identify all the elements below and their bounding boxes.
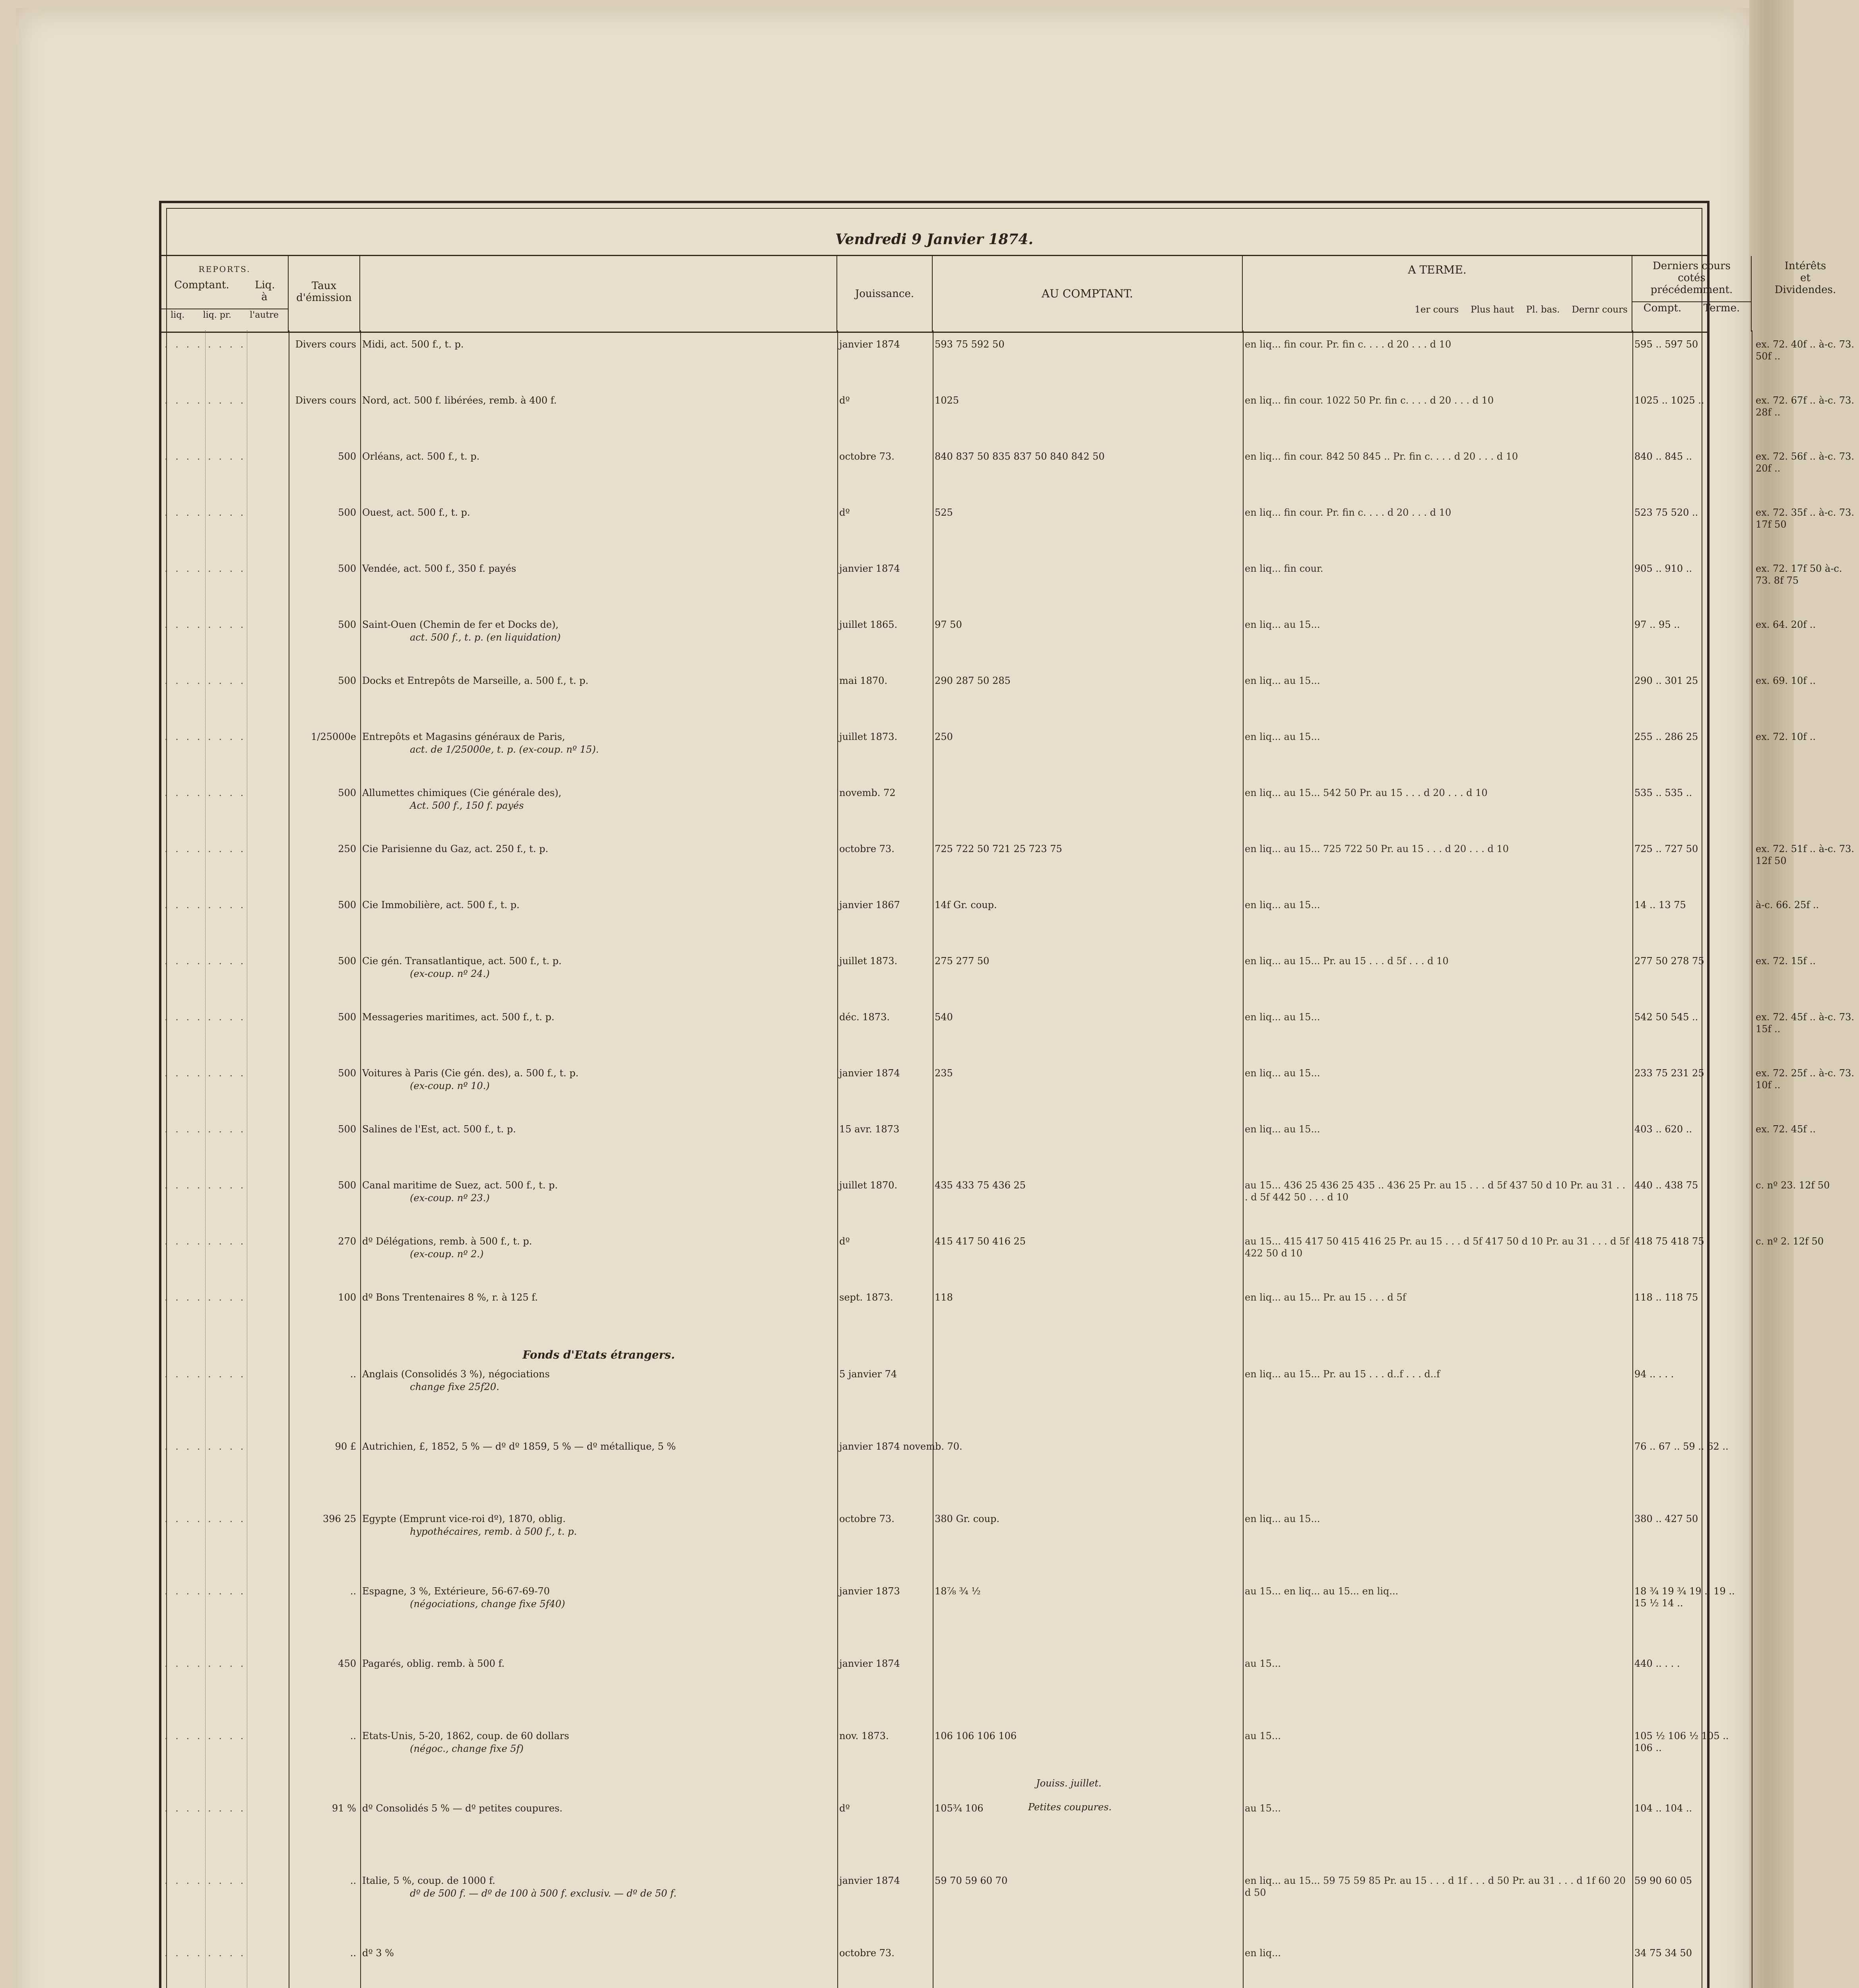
reports-cell: . . . . . . . . [165, 1369, 246, 1380]
terme-cell: au 15... 415 417 50 415 416 25 Pr. au 15 . . . d 5f 417 50 d 10 Pr. au 31 . . . d 5f 422 50 d 10 [1245, 1236, 1629, 1259]
sub-autre: l'autre [250, 310, 279, 320]
security-subtitle: hypothécaires, remb. à 500 f., t. p. [410, 1526, 577, 1537]
taux-cell: 500 [338, 619, 356, 630]
security-name: Egypte (Emprunt vice-roi dº), 1870, oblig. [362, 1513, 566, 1524]
security-subtitle: change fixe 25f20. [410, 1381, 499, 1392]
derniers-cours-cell: 34 75 34 50 [1634, 1947, 1692, 1959]
et-label: et [1800, 272, 1810, 284]
name-header [360, 256, 837, 332]
reports-cell: . . . . . . . . [165, 1124, 246, 1135]
reports-cell: . . . . . . . . [165, 1292, 246, 1303]
security-subtitle: (négociations, change fixe 5f40) [410, 1598, 565, 1609]
taux-label: Taux [311, 280, 337, 292]
jouissance-cell: octobre 73. [839, 1947, 895, 1959]
security-name: Salines de l'Est, act. 500 f., t. p. [362, 1124, 516, 1135]
taux-cell: 91 % [332, 1803, 356, 1814]
table-row [161, 1730, 1729, 1774]
a-subheader: à [261, 291, 268, 303]
reports-title: REPORTS. [198, 264, 251, 274]
security-subtitle: (négoc., change fixe 5f) [410, 1743, 524, 1754]
terme-cell: au 15... [1245, 1803, 1281, 1814]
terme-cell: en liq... au 15... Pr. au 15 . . . d..f . . . d..f [1245, 1369, 1440, 1380]
premier-cours-label: 1er cours [1415, 305, 1459, 315]
jouissance-cell: janvier 1867 [839, 899, 900, 911]
terme-cell: au 15... en liq... au 15... en liq... [1245, 1586, 1399, 1597]
comptant-cell: 14f Gr. coup. [935, 899, 997, 911]
table-row [161, 1368, 1707, 1412]
comptant-cell: 250 [935, 731, 953, 742]
jouissance-cell: sept. 1873. [839, 1292, 893, 1303]
reports-cell: . . . . . . . . [165, 787, 246, 798]
comptant-header [933, 256, 1243, 332]
interets-cell: ex. 72. 15f .. [1756, 955, 1816, 967]
security-name: Voitures à Paris (Cie gén. des), a. 500 f., t. p. [362, 1068, 579, 1079]
taux-header [289, 256, 360, 332]
reports-cell: . . . . . . . . [165, 1730, 246, 1741]
taux-cell: .. [350, 1875, 356, 1886]
reports-header [161, 256, 289, 332]
comptant-cell: 435 433 75 436 25 [935, 1180, 1026, 1191]
liq-subheader: Liq. [255, 279, 275, 291]
terme-cell: en liq... au 15... [1245, 1068, 1320, 1079]
security-name: Cie gén. Transatlantique, act. 500 f., t. p. [362, 955, 562, 967]
reports-cell: . . . . . . . . [165, 619, 246, 630]
taux-cell: 500 [338, 1068, 356, 1079]
interets-cell: ex. 72. 35f .. à-c. 73. 17f 50 [1756, 507, 1855, 530]
reports-cell: . . . . . . . . [165, 1011, 246, 1023]
taux-cell: Divers cours [295, 339, 356, 350]
reports-cell: . . . . . . . . [165, 339, 246, 350]
derniers-cours-label: Derniers cours [1653, 260, 1731, 272]
table-row [161, 675, 1816, 718]
comptant-cell: 18⅞ ¾ ½ [935, 1586, 981, 1597]
table-row [161, 563, 1842, 606]
derniers-cours-cell: 840 .. 845 .. [1634, 451, 1692, 462]
terme-cell: en liq... au 15... 725 722 50 Pr. au 15 . . . d 20 . . . d 10 [1245, 843, 1509, 854]
taux-cell: 500 [338, 507, 356, 518]
dividendes-label: Dividendes. [1774, 284, 1836, 296]
derniers-cours-cell: 76 .. 67 .. 59 .. 62 .. [1634, 1441, 1729, 1452]
comptant-cell: 540 [935, 1011, 953, 1023]
pl-bas-label: Pl. bas. [1526, 305, 1560, 315]
terme-cell: en liq... fin cour. Pr. fin c. . . . d 20 . . . d 10 [1245, 339, 1451, 350]
comptant-cell: 97 50 [935, 619, 962, 630]
taux-cell: .. [350, 1369, 356, 1380]
terme-cell: au 15... [1245, 1658, 1281, 1669]
jouissance-cell: janvier 1874 [839, 339, 900, 350]
jouissance-cell: juillet 1873. [839, 955, 898, 967]
jouissance-cell: janvier 1874 [839, 1658, 900, 1669]
table-row [161, 450, 1855, 494]
table-row [161, 1123, 1816, 1167]
jouissance-cell: dº [839, 395, 850, 406]
au-comptant-label: AU COMPTANT. [1042, 287, 1133, 300]
jouissance-cell: juillet 1870. [839, 1180, 898, 1191]
plus-haut-label: Plus haut [1471, 305, 1514, 315]
security-name: dº Délégations, remb. à 500 f., t. p. [362, 1236, 532, 1247]
table-row [161, 1441, 1729, 1484]
terme-label: Terme. [1703, 302, 1740, 314]
security-name: Cie Immobilière, act. 500 f., t. p. [362, 899, 520, 911]
a-terme-label: A TERME. [1408, 263, 1467, 276]
derniers-cours-cell: 403 .. 620 .. [1634, 1124, 1692, 1135]
comptant-cell: 525 [935, 507, 953, 518]
jouissance-cell: janvier 1874 [839, 1875, 900, 1886]
section-fonds-etrangers: Fonds d'Etats étrangers. [522, 1348, 675, 1361]
security-name: Saint-Ouen (Chemin de fer et Docks de), [362, 619, 559, 630]
security-name: Pagarés, oblig. remb. à 500 f. [362, 1658, 505, 1669]
table-row [161, 1585, 1735, 1629]
table-row [161, 899, 1819, 943]
comptant-cell: 725 722 50 721 25 723 75 [935, 843, 1062, 854]
derniers-cours-cell: 255 .. 286 25 [1634, 731, 1698, 742]
derniers-cours-cell: 542 50 545 .. [1634, 1011, 1698, 1023]
comptant-cell: 59 70 59 60 70 [935, 1875, 1008, 1886]
reports-cell: . . . . . . . . [165, 507, 246, 518]
stock-table [159, 201, 1855, 1988]
interets-cell: ex. 72. 17f 50 à-c. 73. 8f 75 [1756, 563, 1842, 586]
reports-cell: . . . . . . . . [165, 563, 246, 574]
security-subtitle: dº de 500 f. — dº de 100 à 500 f. exclusiv. — dº de 50 f. [410, 1888, 677, 1899]
interets-cell: ex. 72. 40f .. à-c. 73. 50f .. [1756, 339, 1855, 362]
date-line: Vendredi 9 Janvier 1874. [835, 231, 1033, 248]
taux-cell: 1/25000e [311, 731, 356, 742]
sub-liq: liq. [171, 310, 185, 320]
table-row [161, 619, 1816, 662]
comptant-cell: 593 75 592 50 [935, 339, 1005, 350]
security-subtitle: (ex-coup. nº 10.) [410, 1080, 490, 1091]
security-name: dº 3 % [362, 1947, 394, 1959]
security-name: Autrichien, £, 1852, 5 % — dº dº 1859, 5 % — dº métallique, 5 % [362, 1441, 676, 1452]
taux-cell: 270 [338, 1236, 356, 1247]
reports-cell: . . . . . . . . [165, 1658, 246, 1669]
comptant-subheader: Comptant. [174, 279, 229, 291]
derniers-cours-cell: 105 ½ 106 ½ 105 .. 106 .. [1634, 1730, 1729, 1753]
sub-liq-pr: liq. pr. [203, 310, 231, 320]
jouissance-cell: janvier 1873 [839, 1586, 900, 1597]
comptant-cell: 840 837 50 835 837 50 840 842 50 [935, 451, 1105, 462]
terme-cell: en liq... au 15... [1245, 731, 1320, 742]
derniers-cours-cell: 418 75 418 75 [1634, 1236, 1704, 1247]
taux-cell: 500 [338, 955, 356, 967]
security-subtitle: act. de 1/25000e, t. p. (ex-coup. nº 15). [410, 744, 599, 755]
security-name: Espagne, 3 %, Extérieure, 56-67-69-70 [362, 1586, 550, 1597]
table-row [161, 787, 1707, 831]
table-row [161, 1011, 1855, 1055]
security-subtitle: act. 500 f., t. p. (en liquidation) [410, 632, 561, 643]
derniers-cours-cell: 905 .. 910 .. [1634, 563, 1692, 574]
derniers-cours-cell: 59 90 60 05 [1634, 1875, 1692, 1886]
reports-cell: . . . . . . . . [165, 1068, 246, 1079]
table-row [161, 338, 1855, 382]
security-name: Ouest, act. 500 f., t. p. [362, 507, 470, 518]
jouissance-cell: nov. 1873. [839, 1730, 889, 1741]
table-row [161, 1235, 1824, 1279]
comptant-cell: 235 [935, 1068, 953, 1079]
table-row [161, 394, 1855, 438]
reports-cell: . . . . . . . . [165, 955, 246, 967]
precedemment-label: précédemment. [1650, 284, 1733, 296]
table-row [161, 1291, 1707, 1335]
table-row [161, 1875, 1707, 1918]
derniers-cours-cell: 380 .. 427 50 [1634, 1513, 1698, 1524]
derniers-cours-cell: 725 .. 727 50 [1634, 843, 1698, 854]
derniers-cours-cell: 94 .. . . . [1634, 1369, 1674, 1380]
interets-cell: ex. 72. 67f .. à-c. 73. 28f .. [1756, 395, 1855, 418]
terme-cell: en liq... [1245, 1947, 1281, 1959]
interets-cell: ex. 64. 20f .. [1756, 619, 1816, 630]
security-name: Nord, act. 500 f. libérées, remb. à 400 f. [362, 395, 557, 406]
interets-cell: c. nº 2. 12f 50 [1756, 1236, 1824, 1247]
taux-cell: 450 [338, 1658, 356, 1669]
security-name: Vendée, act. 500 f., 350 f. payés [362, 563, 516, 574]
security-name: Midi, act. 500 f., t. p. [362, 339, 464, 350]
derniers-cours-cell: 233 75 231 25 [1634, 1068, 1704, 1079]
taux-cell: .. [350, 1730, 356, 1741]
taux-cell: 500 [338, 675, 356, 686]
terme-cell: au 15... 436 25 436 25 435 .. 436 25 Pr. au 15 . . . d 5f 437 50 d 10 Pr. au 31 . . . d 5f 442 50 . . . d 10 [1245, 1180, 1626, 1203]
security-name: Messageries maritimes, act. 500 f., t. p. [362, 1011, 555, 1023]
table-row [161, 1179, 1830, 1223]
security-subtitle: (ex-coup. nº 2.) [410, 1248, 484, 1260]
dernier-cours-label: Dernr cours [1572, 305, 1628, 315]
reports-cell: . . . . . . . . [165, 1236, 246, 1247]
derniers-cours-cell: 97 .. 95 .. [1634, 619, 1680, 630]
comptant-cell: 1025 [935, 395, 959, 406]
interets-cell: à-c. 66. 25f .. [1756, 899, 1819, 911]
note-petites-coupures: Petites coupures. [1028, 1802, 1112, 1813]
jouissance-cell: 5 janvier 74 [839, 1369, 897, 1380]
security-name: Allumettes chimiques (Cie générale des), [362, 787, 562, 798]
reports-cell: . . . . . . . . [165, 899, 246, 911]
derniers-cours-cell: 1025 .. 1025 .. [1634, 395, 1704, 406]
terme-cell: en liq... au 15... [1245, 675, 1320, 686]
comptant-cell: 290 287 50 285 [935, 675, 1011, 686]
terme-cell: en liq... fin cour. 1022 50 Pr. fin c. . . . d 20 . . . d 10 [1245, 395, 1494, 406]
security-name: dº Consolidés 5 % — dº petites coupures. [362, 1803, 563, 1814]
emission-label: d'émission [296, 292, 352, 304]
security-name: dº Bons Trentenaires 8 %, r. à 125 f. [362, 1292, 538, 1303]
terme-cell: en liq... au 15... [1245, 1513, 1320, 1524]
interets-cell: ex. 72. 45f .. [1756, 1124, 1816, 1135]
security-name: Anglais (Consolidés 3 %), négociations [362, 1369, 550, 1380]
jouissance-cell: octobre 73. [839, 1513, 895, 1524]
terme-cell: en liq... au 15... Pr. au 15 . . . d 5f [1245, 1292, 1406, 1303]
jouissance-cell: janvier 1874 [839, 563, 900, 574]
table-row [161, 731, 1816, 775]
taux-cell: 500 [338, 899, 356, 911]
terme-header [1243, 256, 1632, 332]
security-name: Orléans, act. 500 f., t. p. [362, 451, 480, 462]
security-name: Italie, 5 %, coup. de 1000 f. [362, 1875, 495, 1886]
security-name: Etats-Unis, 5-20, 1862, coup. de 60 dollars [362, 1730, 569, 1741]
jouissance-label: Jouissance. [855, 288, 914, 300]
comptant-cell: 380 Gr. coup. [935, 1513, 1000, 1524]
taux-cell: 90 £ [335, 1441, 356, 1452]
taux-cell: 500 [338, 563, 356, 574]
cotes-label: cotés [1678, 272, 1706, 284]
taux-cell: .. [350, 1586, 356, 1597]
terme-cell: en liq... au 15... [1245, 899, 1320, 911]
derniers-cours-cell: 535 .. 535 .. [1634, 787, 1692, 798]
jouissance-cell: 15 avr. 1873 [839, 1124, 900, 1135]
interets-cell: ex. 72. 56f .. à-c. 73. 20f .. [1756, 451, 1855, 474]
interets-cell: ex. 72. 45f .. à-c. 73. 15f .. [1756, 1011, 1855, 1035]
comptant-cell: 415 417 50 416 25 [935, 1236, 1026, 1247]
jouissance-cell: déc. 1873. [839, 1011, 890, 1023]
compt-label: Compt. [1643, 302, 1682, 314]
terme-cell: en liq... au 15... 59 75 59 85 Pr. au 15 . . . d 1f . . . d 50 Pr. au 31 . . . d 1f 60 20 d 50 [1245, 1875, 1626, 1898]
taux-cell: 500 [338, 1011, 356, 1023]
jouissance-cell: dº [839, 1236, 850, 1247]
table-row [161, 507, 1855, 550]
taux-cell: Divers cours [295, 395, 356, 406]
terme-cell: au 15... [1245, 1730, 1281, 1741]
derniers-cours-header [1632, 256, 1752, 332]
reports-cell: . . . . . . . . [165, 1180, 246, 1191]
reports-cell: . . . . . . . . [165, 1513, 246, 1524]
jouissance-cell: janvier 1874 [839, 1068, 900, 1079]
taux-cell: 500 [338, 451, 356, 462]
interets-cell: ex. 72. 25f .. à-c. 73. 10f .. [1756, 1068, 1855, 1091]
reports-cell: . . . . . . . . [165, 843, 246, 854]
table-row [161, 843, 1855, 887]
taux-cell: 396 25 [323, 1513, 356, 1524]
security-subtitle: (ex-coup. nº 23.) [410, 1192, 490, 1204]
reports-cell: . . . . . . . . [165, 675, 246, 686]
security-name: Docks et Entrepôts de Marseille, a. 500 f., t. p. [362, 675, 589, 686]
table-row [161, 1658, 1707, 1701]
derniers-cours-cell: 104 .. 104 .. [1634, 1803, 1692, 1814]
comptant-cell: 118 [935, 1292, 953, 1303]
derniers-cours-cell: 523 75 520 .. [1634, 507, 1698, 518]
terme-cell: en liq... au 15... [1245, 1011, 1320, 1023]
jouissance-cell: dº [839, 507, 850, 518]
terme-cell: en liq... au 15... Pr. au 15 . . . d 5f . . . d 10 [1245, 955, 1449, 967]
jouissance-cell: janvier 1874 novemb. 70. [839, 1441, 962, 1452]
interets-cell: ex. 72. 51f .. à-c. 73. 12f 50 [1756, 843, 1855, 866]
interets-cell: c. nº 23. 12f 50 [1756, 1180, 1830, 1191]
note-jouis-juillet: Jouiss. juillet. [1036, 1778, 1102, 1789]
derniers-cours-cell: 595 .. 597 50 [1634, 339, 1698, 350]
interets-label: Intérêts [1784, 260, 1826, 272]
jouissance-cell: octobre 73. [839, 451, 895, 462]
table-row [161, 955, 1816, 999]
taux-cell: 100 [338, 1292, 356, 1303]
derniers-cours-cell: 277 50 278 75 [1634, 955, 1704, 967]
reports-cell: . . . . . . . . [165, 395, 246, 406]
reports-cell: . . . . . . . . [165, 1875, 246, 1886]
jouissance-cell: dº [839, 1803, 850, 1814]
jouissance-cell: juillet 1873. [839, 731, 898, 742]
terme-cell: en liq... fin cour. 842 50 845 .. Pr. fin c. . . . d 20 . . . d 10 [1245, 451, 1518, 462]
jouissance-header [837, 256, 933, 332]
table-row [161, 1802, 1707, 1846]
taux-cell: 500 [338, 787, 356, 798]
security-name: Cie Parisienne du Gaz, act. 250 f., t. p. [362, 843, 549, 854]
derniers-cours-cell: 18 ¾ 19 ¾ 19 .. 19 .. 15 ½ 14 .. [1634, 1586, 1735, 1609]
table-header [161, 255, 1836, 333]
derniers-cours-cell: 290 .. 301 25 [1634, 675, 1698, 686]
jouissance-cell: novemb. 72 [839, 787, 896, 798]
reports-cell: . . . . . . . . [165, 1803, 246, 1814]
reports-cell: . . . . . . . . [165, 731, 246, 742]
terme-cell: en liq... au 15... [1245, 619, 1320, 630]
security-subtitle: Act. 500 f., 150 f. payés [410, 800, 524, 811]
interets-header [1752, 256, 1859, 332]
terme-cell: en liq... fin cour. [1245, 563, 1323, 574]
comptant-cell: 105¾ 106 [935, 1803, 984, 1814]
reports-cell: . . . . . . . . [165, 1586, 246, 1597]
terme-cell: en liq... fin cour. Pr. fin c. . . . d 20 . . . d 10 [1245, 507, 1451, 518]
taux-cell: 250 [338, 843, 356, 854]
derniers-cours-cell: 440 .. . . . [1634, 1658, 1680, 1669]
reports-cell: . . . . . . . . [165, 1947, 246, 1959]
table-row [161, 1947, 1707, 1988]
taux-cell: 500 [338, 1180, 356, 1191]
derniers-cours-cell: 14 .. 13 75 [1634, 899, 1686, 911]
taux-cell: 500 [338, 1124, 356, 1135]
reports-cell: . . . . . . . . [165, 451, 246, 462]
interets-cell: ex. 69. 10f .. [1756, 675, 1816, 686]
security-subtitle: (ex-coup. nº 24.) [410, 968, 490, 979]
terme-cell: en liq... au 15... 542 50 Pr. au 15 . . . d 20 . . . d 10 [1245, 787, 1488, 798]
comptant-cell: 106 106 106 106 [935, 1730, 1017, 1741]
jouissance-cell: octobre 73. [839, 843, 895, 854]
comptant-cell: 275 277 50 [935, 955, 990, 967]
derniers-cours-cell: 118 .. 118 75 [1634, 1292, 1698, 1303]
table-row [161, 1513, 1707, 1557]
security-name: Entrepôts et Magasins généraux de Paris, [362, 731, 565, 742]
interets-cell: ex. 72. 10f .. [1756, 731, 1816, 742]
terme-cell: en liq... au 15... [1245, 1124, 1320, 1135]
security-name: Canal maritime de Suez, act. 500 f., t. p. [362, 1180, 558, 1191]
jouissance-cell: juillet 1865. [839, 619, 898, 630]
jouissance-cell: mai 1870. [839, 675, 888, 686]
reports-cell: . . . . . . . . [165, 1441, 246, 1452]
taux-cell: .. [350, 1947, 356, 1959]
table-row [161, 1067, 1855, 1111]
derniers-cours-cell: 440 .. 438 75 [1634, 1180, 1698, 1191]
